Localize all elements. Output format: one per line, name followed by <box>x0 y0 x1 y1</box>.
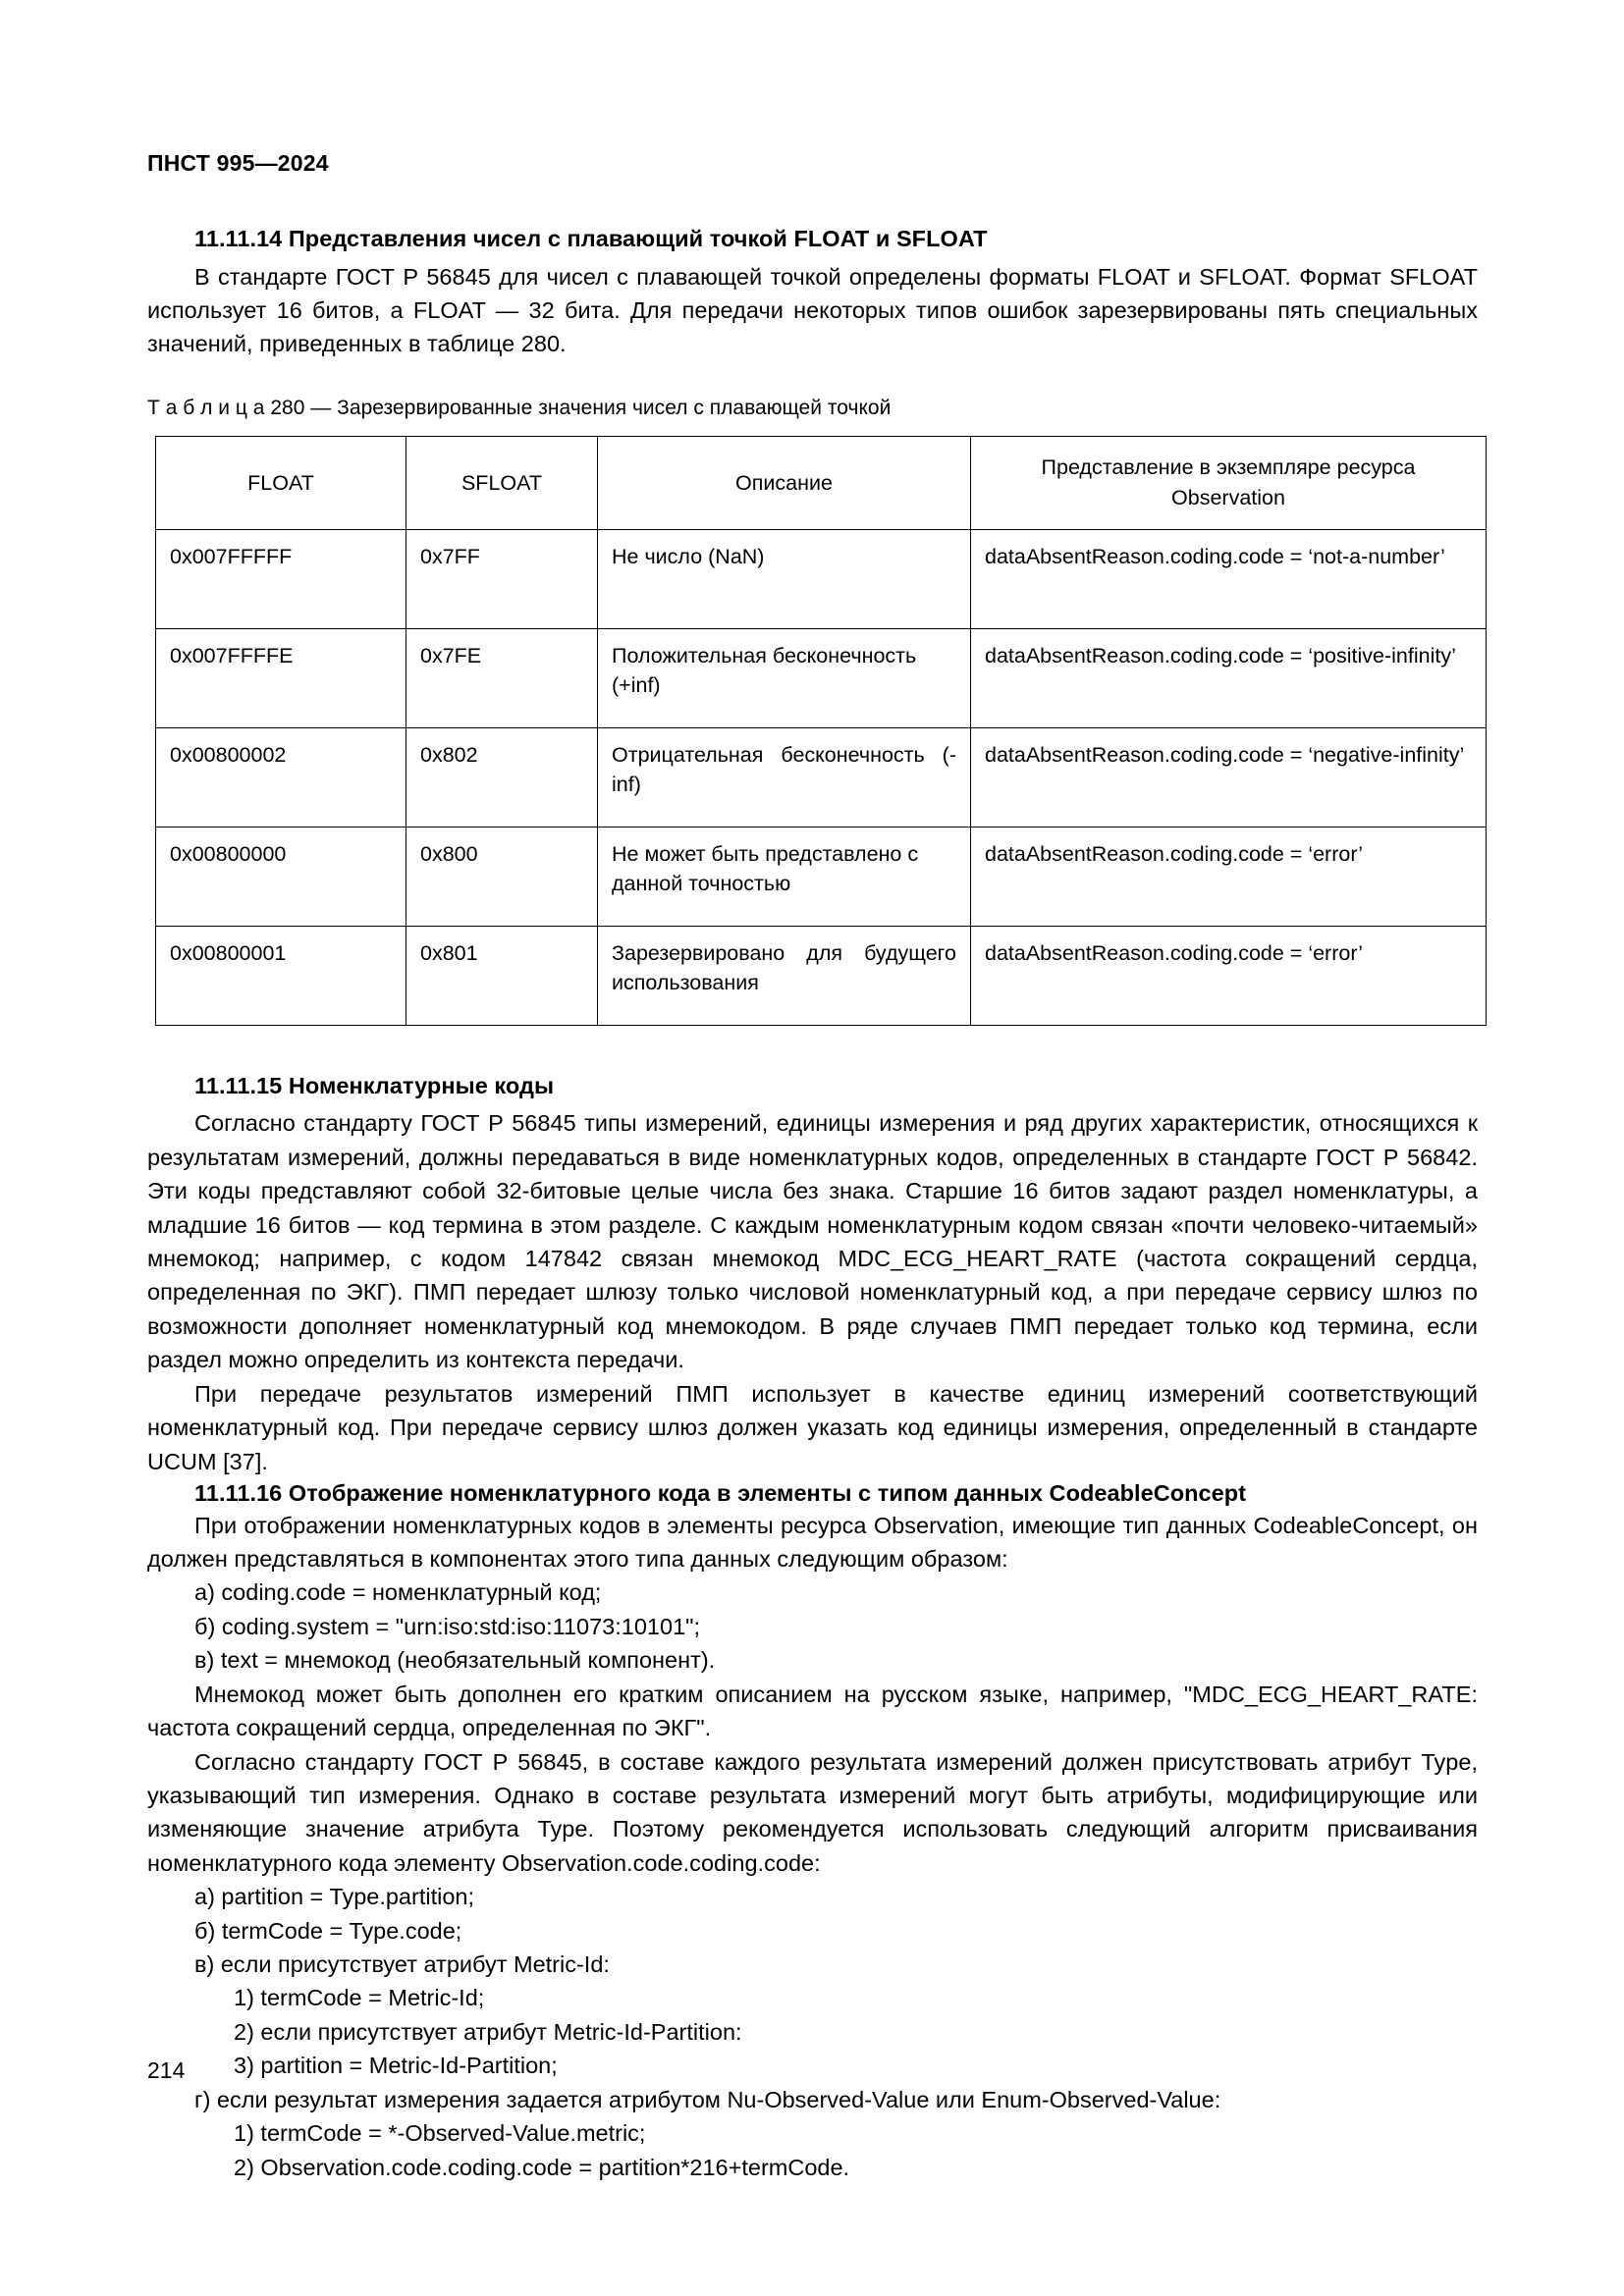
cell-description: Отрицательная бесконечность (-inf) <box>598 727 971 827</box>
clause-11-11-16-paragraph-2: Мнемокод может быть дополнен его кратким описанием на русском языке, например, "MDC_ECG_HEART_RATE: частота сокращений сердца, определенная по ЭКГ". <box>147 1681 1478 1741</box>
clause-11-11-14-heading: 11.11.14 Представления чисел с плавающий точкой FLOAT и SFLOAT <box>194 226 988 251</box>
table-row <box>156 529 1487 628</box>
list-item: 1) termCode = *-Observed-Value.metric; <box>234 2120 646 2147</box>
list-item: 3) partition = Metric-Id-Partition; <box>234 2053 558 2079</box>
cell-description: Не может быть представлено с данной точностью <box>598 827 971 926</box>
cell-observation: dataAbsentReason.coding.code = ‘positive-infinity’ <box>971 628 1487 727</box>
list-algorithm <box>147 1880 1478 2184</box>
cell-observation: dataAbsentReason.coding.code = ‘error’ <box>971 926 1487 1025</box>
list-item: 2) если присутствует атрибут Metric-Id-Partition: <box>234 2018 742 2045</box>
list-item: в) если присутствует атрибут Metric-Id: <box>194 1951 610 1978</box>
table-row <box>156 727 1487 827</box>
cell-float: 0x00800000 <box>156 827 406 926</box>
list-item: б) termCode = Type.code; <box>194 1917 462 1944</box>
cell-observation: dataAbsentReason.coding.code = ‘error’ <box>971 827 1487 926</box>
list-item: 2) Observation.code.coding.code = partition*216+termCode. <box>234 2154 850 2180</box>
cell-float: 0x00800002 <box>156 727 406 827</box>
cell-float: 0x007FFFFF <box>156 529 406 628</box>
cell-sfloat: 0x7FF <box>406 529 598 628</box>
clause-11-11-15-paragraph-1: Согласно стандарту ГОСТ Р 56845 типы измерений, единицы измерения и ряд других характеристик, относящихся к результатам измерений, должны передаваться в виде номенклатурных кодов, определенных в стандарте ГОСТ Р 56842. Эти коды представляют собой 32-битовые целые числа без знака. Старшие 16 битов задают раздел номенклатуры, а младшие 16 битов — код термина в этом разделе. С каждым номенклатурным кодом связан «почти человеко-читаемый» мнемокод; например, с кодом 147842 связан мнемокод MDC_ECG_HEART_RATE (частота сокращений сердца, определенная по ЭКГ). ПМП передает шлюзу только числовой номенклатурный код, а при передаче сервису шлюз по возможности дополняет номенклатурный код мнемокодом. В ряде случаев ПМП передает только код термина, если раздел можно определить из контекста передачи. <box>147 1110 1478 1373</box>
column-header-sfloat: SFLOAT <box>406 436 598 529</box>
cell-sfloat: 0x7FE <box>406 628 598 727</box>
list-item: в) text = мнемокод (необязательный компонент). <box>194 1647 716 1674</box>
page-number: 214 <box>147 2057 186 2083</box>
column-header-observation: Представление в экземпляре ресурса Observation <box>971 436 1487 529</box>
list-item: а) coding.code = номенклатурный код; <box>194 1579 602 1606</box>
list-item: а) partition = Type.partition; <box>194 1884 474 1910</box>
cell-description: Зарезервировано для будущего использования <box>598 926 971 1025</box>
column-header-description: Описание <box>598 436 971 529</box>
clause-11-11-16-paragraph-1: При отображении номенклатурных кодов в элементы ресурса Observation, имеющие тип данных CodeableConcept, он должен представляться в компонентах этого типа данных следующим образом: <box>147 1512 1478 1572</box>
clause-11-11-16-heading: 11.11.16 Отображение номенклатурного кода в элементы с типом данных CodeableConcept <box>194 1480 1247 1506</box>
list-item: б) coding.system = "urn:iso:std:iso:11073:10101"; <box>194 1613 701 1639</box>
list-coding-components <box>147 1575 1478 1677</box>
cell-float: 0x007FFFFE <box>156 628 406 727</box>
cell-sfloat: 0x800 <box>406 827 598 926</box>
cell-sfloat: 0x802 <box>406 727 598 827</box>
column-header-float: FLOAT <box>156 436 406 529</box>
clause-11-11-16-paragraph-3: Согласно стандарту ГОСТ Р 56845, в составе каждого результата измерений должен присутствовать атрибут Type, указывающий тип измерения. Однако в составе результата измерений могут быть атрибуты, модифицирующие или изменяющие значение атрибута Type. Поэтому рекомендуется использовать следующий алгоритм присваивания номенклатурного кода элементу Observation.code.coding.code: <box>147 1748 1478 1876</box>
cell-observation: dataAbsentReason.coding.code = ‘negative-infinity’ <box>971 727 1487 827</box>
table-row <box>156 628 1487 727</box>
table-280 <box>155 436 1487 1026</box>
table-280-caption: Т а б л и ц а 280 — Зарезервированные значения чисел с плавающей точкой <box>147 396 892 419</box>
running-head: ПНСТ 995—2024 <box>147 150 329 176</box>
clause-11-11-15-heading: 11.11.15 Номенклатурные коды <box>194 1072 555 1098</box>
table-row <box>156 827 1487 926</box>
clause-11-11-14-paragraph: В стандарте ГОСТ Р 56845 для чисел с плавающей точкой определены форматы FLOAT и SFLOAT. Формат SFLOAT использует 16 битов, а FLOAT — 32 бита. Для передачи некоторых типов ошибок зарезервированы пять специальных значений, приведенных в таблице 280. <box>147 263 1478 357</box>
clause-11-11-15-paragraph-2: При передаче результатов измерений ПМП использует в качестве единиц измерений соответствующий номенклатурный код. При передаче сервису шлюз должен указать код единицы измерения, определенный в стандарте UCUM [37]. <box>147 1380 1478 1474</box>
cell-observation: dataAbsentReason.coding.code = ‘not-a-number’ <box>971 529 1487 628</box>
table-row <box>156 926 1487 1025</box>
page-content <box>147 224 1478 2184</box>
cell-description: Не число (NaN) <box>598 529 971 628</box>
list-item: 1) termCode = Metric-Id; <box>234 1985 485 2011</box>
table-header-row <box>156 436 1487 529</box>
cell-float: 0x00800001 <box>156 926 406 1025</box>
list-item: г) если результат измерения задается атрибутом Nu-Observed-Value или Enum-Observed-Value: <box>194 2086 1221 2112</box>
cell-sfloat: 0x801 <box>406 926 598 1025</box>
cell-description: Положительная бесконечность (+inf) <box>598 628 971 727</box>
